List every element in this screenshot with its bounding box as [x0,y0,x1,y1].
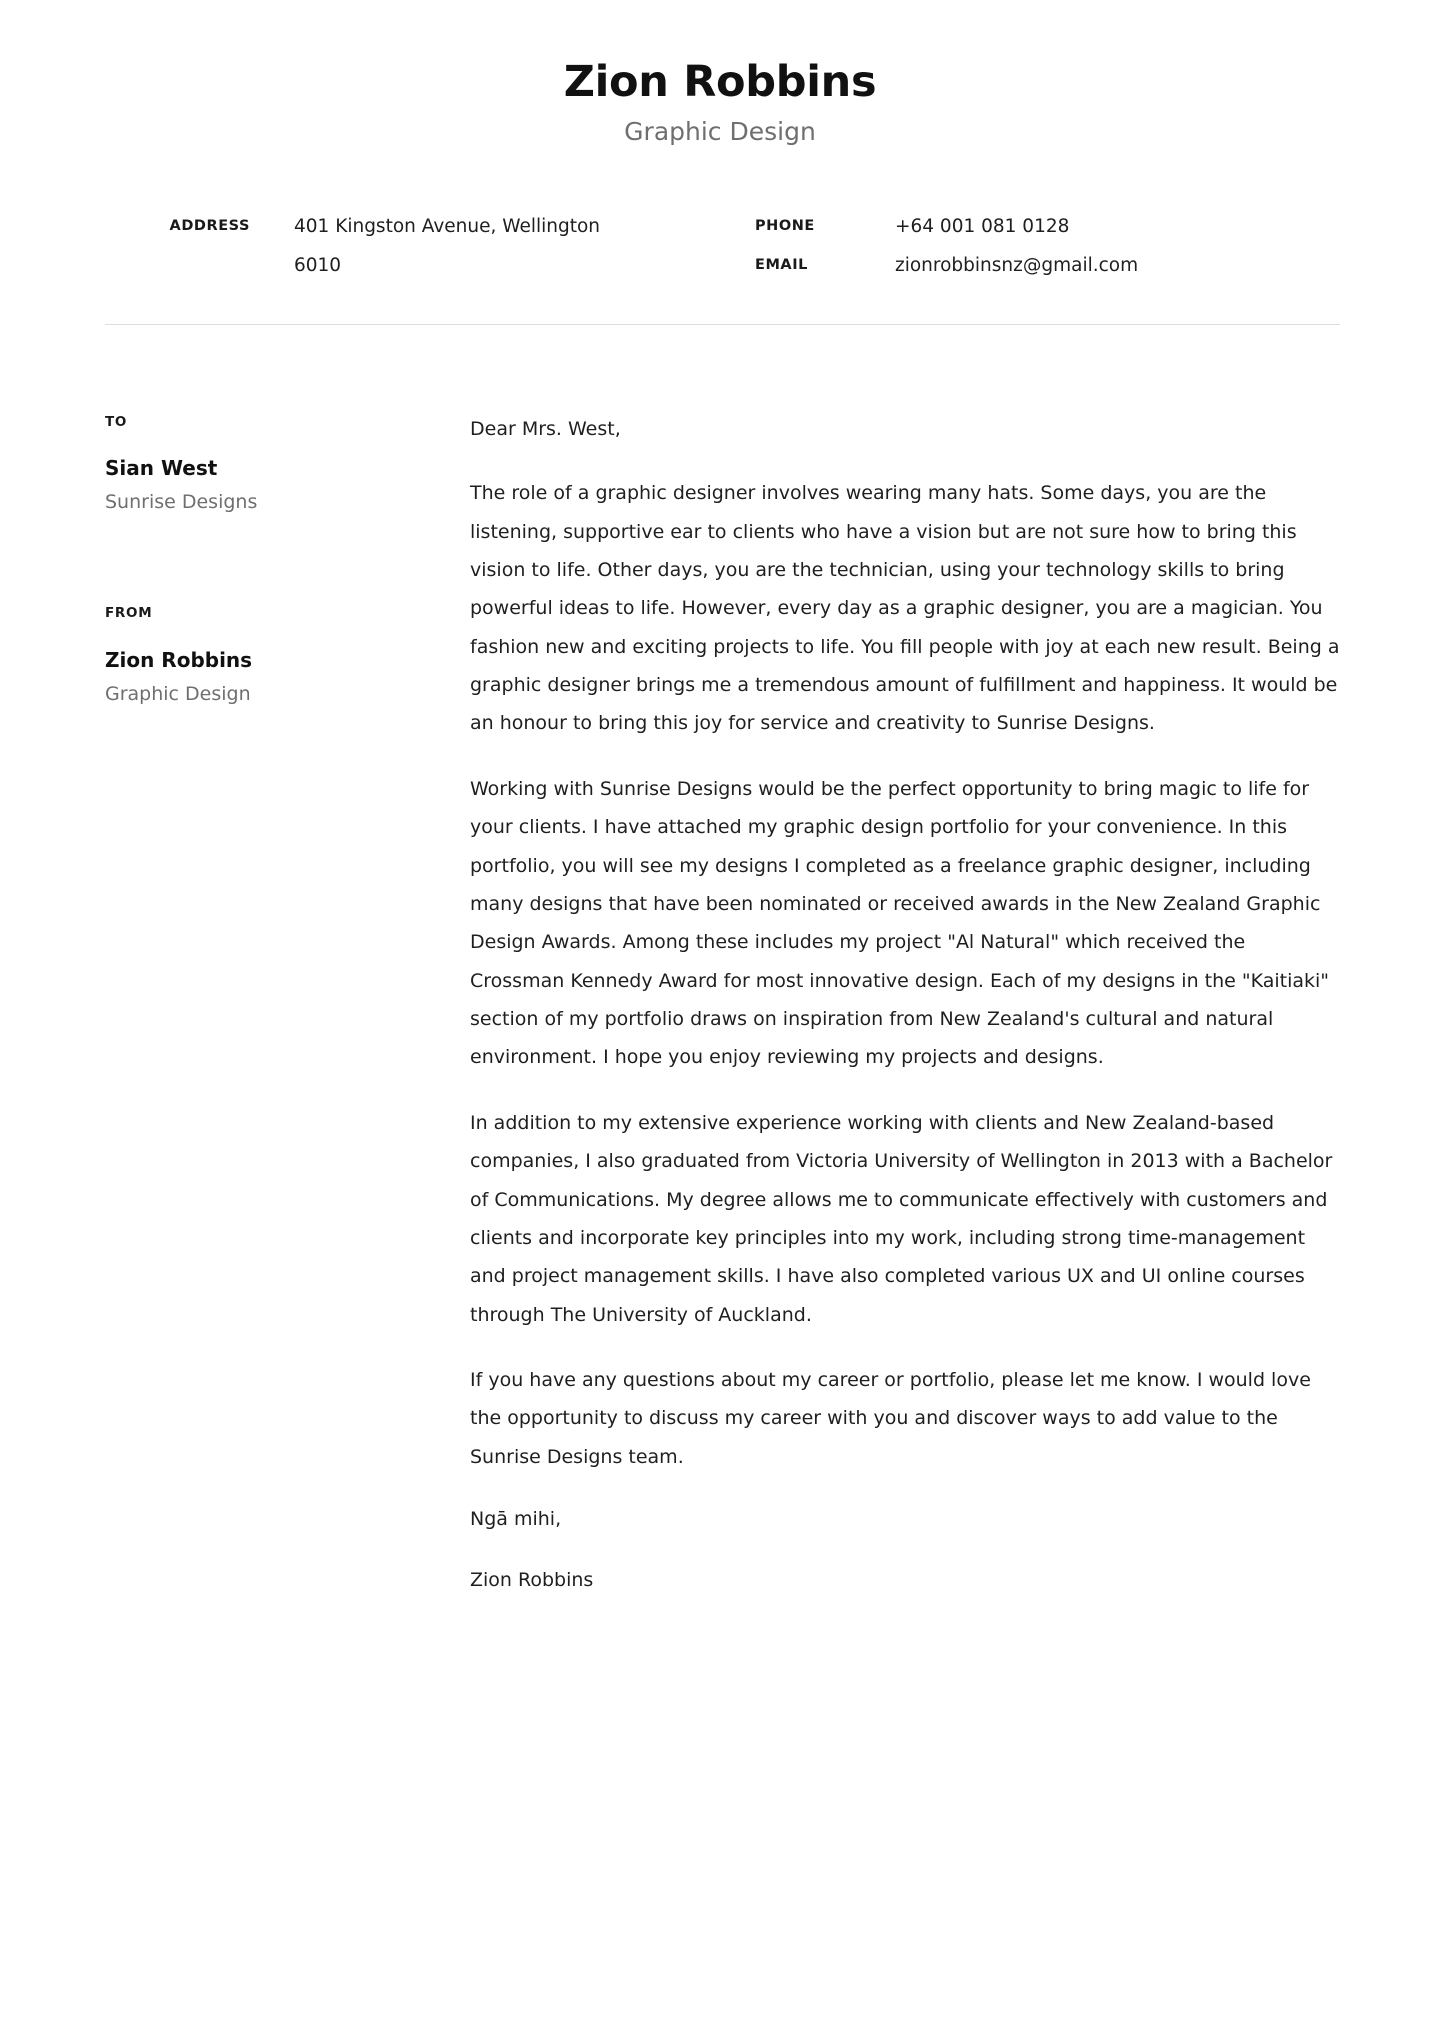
address-line-2: 6010 [294,254,342,276]
letter-paragraph-1: The role of a graphic designer involves wearing many hats. Some days, you are the listening, supportive ear to clients who have a vision but are not sure how to bring this vision to life. Other days, you are the technician, using your technology skills to bring powerful ideas to life. However, every day as a graphic designer, you are a magician. You fashion new and exciting projects to life. You fill people with joy at each new result. Being a graphic designer brings me a tremendous amount of fulfillment and happiness. It would be an honour to bring this joy for service and creativity to Sunrise Designs. [470,482,1340,735]
letter-text-column [470,413,1345,1598]
letter-paragraph-3: In addition to my extensive experience working with clients and New Zealand-based companies, I also graduated from Victoria University of Wellington in 2013 with a Bachelor of Communications. My degree allows me to communicate effectively with customers and clients and incorporate key principles into my work, including strong time-management and project management skills. I have also completed various UX and UI online courses through The University of Auckland. [470,1111,1333,1326]
letter-header [0,0,1440,149]
from-block [105,607,470,707]
email-value: zionrobbinsnz@gmail.com [895,254,1139,276]
phone-email-value-column [895,207,1138,285]
sender-name: Zion Robbins [105,647,253,672]
phone-value: +64 001 081 0128 [895,215,1070,237]
to-block [105,413,470,516]
signature-name: Zion Robbins [470,1569,594,1592]
from-kicker: FROM [105,605,153,622]
recipient-name: Sian West [105,456,218,481]
header-divider [105,324,1340,325]
phone-email-group [755,207,1335,285]
to-kicker: TO [105,413,128,430]
page-title: Zion Robbins [563,57,877,107]
sign-off: Ngā mihi, [470,1508,562,1531]
address-label-column [105,207,250,246]
letter-paragraph-4: If you have any questions about my career or portfolio, please let me know. I would love the opportunity to discuss my career with you and discover ways to add value to the Sunrise Designs team. [470,1369,1311,1468]
letter-body-region [0,413,1440,1598]
salutation: Dear Mrs. West, [470,417,621,440]
address-label: ADDRESS [169,217,250,234]
sender-role: Graphic Design [105,682,251,705]
recipient-sender-column [105,413,470,1598]
phone-label: PHONE [755,217,815,234]
phone-email-label-column [755,207,847,285]
letter-paragraph-2: Working with Sunrise Designs would be the perfect opportunity to bring magic to life for your clients. I have attached my graphic design portfolio for your convenience. In this portfolio, you will see my designs I completed as a freelance graphic designer, including many designs that have been nominated or received awards in the New Zealand Graphic Design Awards. Among these includes my project "Al Natural" which received the Crossman Kennedy Award for most innovative design. Each of my designs in the "Kaitiaki" section of my portfolio draws on inspiration from New Zealand's cultural and natural environment. I hope you enjoy reviewing my projects and designs. [470,777,1330,1069]
address-value-column [294,207,600,285]
page-subtitle: Graphic Design [624,117,816,147]
recipient-company: Sunrise Designs [105,491,258,514]
contact-strip [0,207,1440,285]
email-label: EMAIL [755,256,808,273]
address-group [105,207,755,285]
address-line-1: 401 Kingston Avenue, Wellington [294,215,601,237]
